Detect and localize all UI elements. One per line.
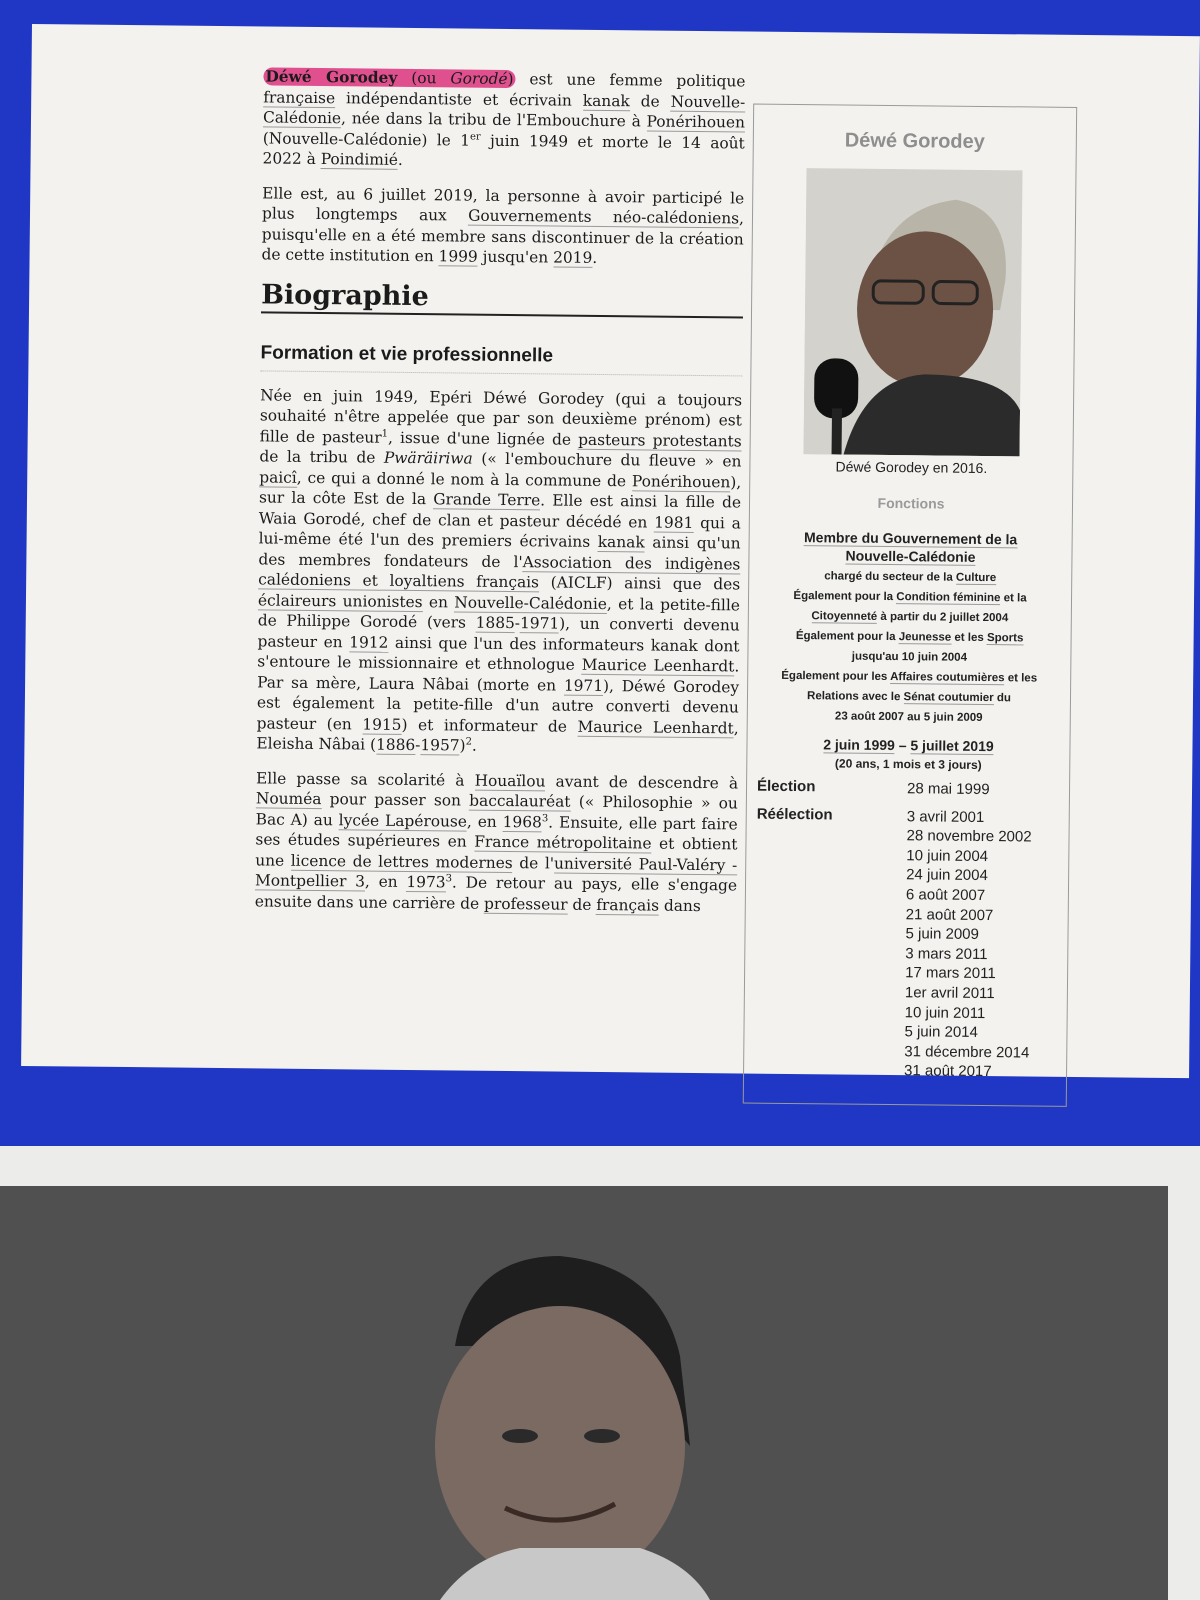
infobox-term-dates: 2 juin 1999 – 5 juillet 2019 bbox=[823, 736, 994, 755]
link-citoyennete[interactable]: Citoyenneté bbox=[811, 610, 878, 623]
infobox-caption: Déwé Gorodey en 2016. bbox=[835, 458, 988, 477]
election-label: Élection bbox=[756, 777, 816, 796]
link-eclaireurs[interactable]: éclaireurs unionistes bbox=[257, 590, 423, 611]
election-value: 28 mai 1999 bbox=[906, 780, 990, 799]
link-grande-terre[interactable]: Grande Terre bbox=[433, 490, 541, 510]
infobox-duration: (20 ans, 1 mois et 3 jours) bbox=[834, 756, 982, 772]
link-nouvelle-caledonie[interactable]: Nouvelle-Calédonie bbox=[262, 92, 746, 128]
footnote-3b[interactable]: 3 bbox=[445, 873, 453, 885]
reelection-list bbox=[904, 807, 1069, 1083]
infobox-row-reelection bbox=[744, 805, 1069, 1083]
portrait-illustration bbox=[804, 168, 1023, 456]
link-jeunesse[interactable]: Jeunesse bbox=[898, 631, 952, 644]
link-culture[interactable]: Culture bbox=[955, 571, 997, 585]
link-baccalaureat[interactable]: baccalauréat bbox=[469, 791, 571, 811]
infobox bbox=[743, 104, 1077, 1107]
link-leenhardt-2[interactable]: Maurice Leenhardt bbox=[577, 717, 734, 737]
link-end-date[interactable]: 5 juillet 2019 bbox=[910, 737, 994, 755]
reelection-date: 10 juin 2011 bbox=[904, 1003, 986, 1022]
reelection-date: 21 août 2007 bbox=[905, 905, 994, 924]
link-2019[interactable]: 2019 bbox=[553, 248, 593, 267]
link-france[interactable]: France métropolitaine bbox=[474, 832, 652, 853]
reelection-date: 1er avril 2011 bbox=[904, 984, 995, 1003]
footnote-2[interactable]: 2 bbox=[465, 736, 473, 748]
link-lycee-laperouse[interactable]: lycée Lapérouse bbox=[338, 810, 468, 831]
link-1971[interactable]: 1971 bbox=[519, 614, 560, 633]
biography-paragraph: Née en juin 1949, Epéri Déwé Gorodey (qui a toujours souhaité n'être appelée que par son deuxième prénom) est fille de pasteur$^1$, issue d'une lignée de pasteurs protestants de la tribu de Pwäräiriwa (« l'embouchure du fleuve » en paicî, ce qui a donné le nom à la commune de Ponérihouen), sur la côte Est de la Grande Terre. Elle est ainsi la fille de Waia Gorodé, chef de clan et pasteur décédé en 1981 qui a lui-même été l'un des premiers écrivains kanak ainsi qu'un des membres fondateurs de l'Association des indigènes calédoniens et loyaltiens français (AICLF) ainsi que des éclaireurs unionistes en Nouvelle-Calédonie, et la petite-fille de Philippe Gorodé (vers 1885-1971), un converti devenu pasteur en 1912 ainsi que l'un des informateurs kanak dont s'entoure le missionnaire et ethnologue Maurice Leenhardt. Par sa mère, Laura Nâbai (morte en 1971), Déwé Gorodey est également la petite-fille d'un autre converti devenu pasteur (en 1915) et informateur de Maurice Leenhardt, Eleisha Nâbai (1886-1957)$^2$. bbox=[256, 385, 743, 755]
link-1957[interactable]: 1957 bbox=[420, 736, 460, 755]
link-ponerihouen[interactable]: Ponérihouen bbox=[646, 112, 746, 132]
link-membre-gouvernement-nc[interactable]: Nouvelle-Calédonie bbox=[845, 547, 976, 565]
link-condition-feminine[interactable]: Condition féminine bbox=[896, 591, 1001, 605]
portrait-photo bbox=[0, 1186, 1168, 1600]
link-kanak[interactable]: kanak bbox=[582, 91, 630, 110]
link-sports[interactable]: Sports bbox=[986, 632, 1024, 645]
link-1912[interactable]: 1912 bbox=[349, 632, 389, 652]
second-printed-page bbox=[0, 1146, 1200, 1600]
highlighted-name: Déwé Gorodey (ou Gorodé) bbox=[265, 67, 514, 89]
intro-paragraph: Déwé Gorodey (ou Gorodé) est une femme politique française indépendantiste et écrivain kanak de Nouvelle-Calédonie, née dans la tribu de l'Embouchure à Ponérihouen (Nouvelle-Calédonie) le 1er juin 1949 et morte le 14 août 2022 à Poindimié. bbox=[262, 67, 746, 169]
infobox-photo bbox=[804, 168, 1023, 456]
link-1915[interactable]: 1915 bbox=[362, 714, 402, 734]
infobox-row-election bbox=[747, 778, 1069, 801]
link-1886[interactable]: 1886 bbox=[375, 735, 416, 755]
infobox-title: Déwé Gorodey bbox=[844, 129, 985, 153]
link-senat-coutumier[interactable]: Sénat coutumier bbox=[903, 691, 994, 705]
reelection-date: 28 novembre 2002 bbox=[906, 827, 1032, 846]
link-1971-b[interactable]: 1971 bbox=[563, 676, 604, 695]
heading-biographie: Biographie bbox=[261, 285, 743, 319]
link-francais[interactable]: français bbox=[596, 895, 660, 915]
reelection-date: 10 juin 2004 bbox=[906, 846, 989, 865]
reelection-date: 3 mars 2011 bbox=[905, 944, 988, 963]
link-pasteurs[interactable]: pasteurs protestants bbox=[578, 430, 742, 450]
heading-formation: Formation et vie professionnelle bbox=[260, 343, 742, 376]
portrait-photo-illustration bbox=[0, 1186, 1168, 1600]
link-start-date[interactable]: 2 juin 1999 bbox=[823, 736, 895, 754]
link-aiclf[interactable]: Association des indigènes calédoniens et loyaltiens français bbox=[258, 552, 741, 592]
link-1973[interactable]: 1973 bbox=[406, 872, 446, 892]
link-membre-gouvernement[interactable]: Membre du Gouvernement de la bbox=[803, 529, 1018, 548]
link-noumea[interactable]: Nouméa bbox=[255, 789, 322, 809]
link-licence[interactable]: licence de lettres modernes bbox=[290, 851, 513, 872]
reelection-date: 31 août 2017 bbox=[903, 1062, 992, 1081]
reelection-date: 6 août 2007 bbox=[905, 886, 986, 904]
infobox-section-fonctions: Fonctions bbox=[877, 494, 945, 512]
reelection-date: 5 juin 2009 bbox=[905, 925, 980, 944]
article-body bbox=[255, 66, 746, 930]
infobox-role bbox=[749, 528, 1071, 567]
link-francaise[interactable]: française bbox=[263, 87, 336, 107]
link-gouvernements[interactable]: Gouvernements néo-calédoniens bbox=[468, 206, 740, 228]
link-poindimie[interactable]: Poindimié bbox=[320, 150, 399, 169]
second-paragraph: Elle est, au 6 juillet 2019, la personne à avoir participé le plus longtemps aux Gouvernements néo-calédoniens, puisqu'elle en a été membre sans discontinuer de la création de cette institution en 1999 jusqu'en 2019. bbox=[261, 183, 745, 267]
reelection-date: 24 juin 2004 bbox=[906, 866, 988, 885]
infobox-role-details: chargé du secteur de la Culture Également pour la Condition féminine et la Citoyenneté à partir du 2 juillet 2004 Également pour la Jeunesse et les Sports jusqu'au 10 juin 2004 Également pour les Affaires coutumières et les Relations avec le Sénat coutumier du 23 août 2007 au 5 juin 2009 bbox=[781, 570, 1038, 724]
link-paici[interactable]: paicî bbox=[259, 467, 297, 487]
link-1999[interactable]: 1999 bbox=[438, 247, 478, 266]
link-nouvelle-caledonie-2[interactable]: Nouvelle-Calédonie bbox=[454, 592, 608, 613]
reelection-date: 5 juin 2014 bbox=[904, 1023, 978, 1042]
link-1968[interactable]: 1968 bbox=[502, 812, 542, 831]
link-ponerihouen-2[interactable]: Ponérihouen bbox=[631, 471, 731, 491]
link-kanak-2[interactable]: kanak bbox=[597, 532, 645, 552]
link-leenhardt[interactable]: Maurice Leenhardt bbox=[581, 655, 735, 676]
reelection-label: Réélection bbox=[756, 805, 833, 824]
link-professeur[interactable]: professeur bbox=[483, 894, 568, 914]
reelection-date: 3 avril 2001 bbox=[906, 807, 985, 826]
printed-page bbox=[21, 24, 1200, 1081]
reelection-date: 17 mars 2011 bbox=[905, 964, 996, 983]
footnote-3[interactable]: 3 bbox=[541, 812, 549, 824]
link-universite[interactable]: université Paul-Valéry - Montpellier 3 bbox=[254, 854, 738, 891]
reelection-date: 31 décembre 2014 bbox=[904, 1042, 1030, 1062]
footnote-1[interactable]: 1 bbox=[381, 428, 389, 440]
link-1885[interactable]: 1885 bbox=[475, 613, 515, 633]
link-affaires-coutumieres[interactable]: Affaires coutumières bbox=[890, 671, 1005, 685]
link-houailou[interactable]: Houaïlou bbox=[474, 771, 546, 790]
education-paragraph: Elle passe sa scolarité à Houaïlou avant de descendre à Nouméa pour passer son baccalauréat (« Philosophie » ou Bac A) au lycée Lapérouse, en 1968$^3$. Ensuite, elle part faire ses études supérieures en France métropolitaine et obtient une licence de lettres modernes de l'université Paul-Valéry - Montpellier 3, en 1973$^3$. De retour au pays, elle s'engage ensuite dans une carrière de professeur de français dans bbox=[254, 768, 739, 915]
link-1981[interactable]: 1981 bbox=[654, 513, 694, 532]
